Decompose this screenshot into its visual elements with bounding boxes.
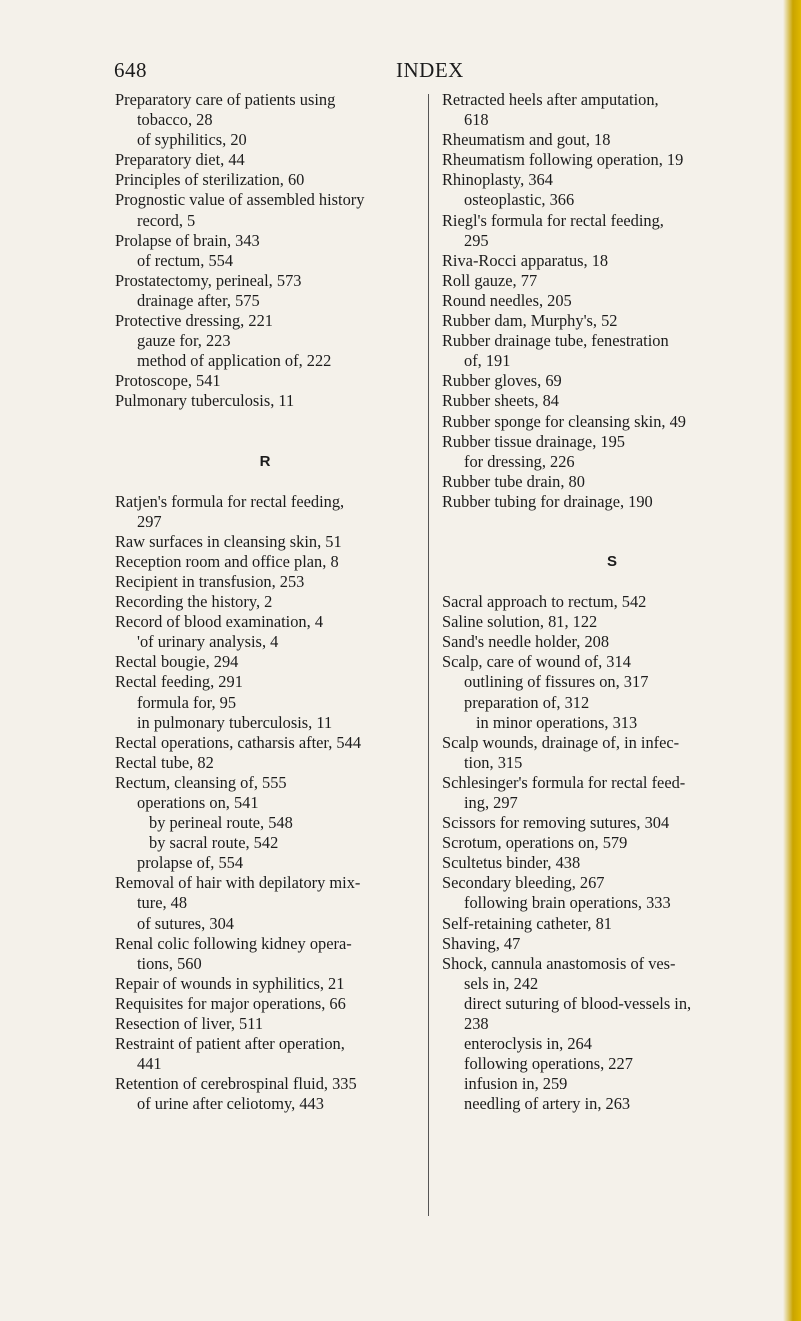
index-subentry: 297 <box>137 511 162 531</box>
index-subentry: needling of artery in, 263 <box>464 1094 631 1114</box>
index-entry: Scrotum, operations on, 579 <box>442 833 628 853</box>
index-entry: Scissors for removing sutures, 304 <box>442 813 670 833</box>
index-entry: Rubber tissue drainage, 195 <box>442 431 625 451</box>
index-entry: Repair of wounds in syphilitics, 21 <box>115 973 345 993</box>
index-entry: Retention of cerebrospinal fluid, 335 <box>115 1074 357 1094</box>
spacer <box>115 432 415 452</box>
index-subentry: drainage after, 575 <box>137 290 260 310</box>
index-subentry: following operations, 227 <box>464 1054 633 1074</box>
index-subentry: 238 <box>464 1014 489 1034</box>
index-entry: Self-retaining catheter, 81 <box>442 913 613 933</box>
index-entry: Rheumatism and gout, 18 <box>442 130 611 150</box>
index-entry: Restraint of patient after operation, <box>115 1034 345 1054</box>
index-subentry: of rectum, 554 <box>137 250 234 270</box>
index-subentry: of sutures, 304 <box>137 913 234 933</box>
index-entry: Recipient in transfusion, 253 <box>115 571 305 591</box>
index-subentry: record, 5 <box>137 210 196 230</box>
index-entry: Preparatory diet, 44 <box>115 150 245 170</box>
index-entry: Sacral approach to rectum, 542 <box>442 592 647 612</box>
index-subentry: preparation of, 312 <box>464 692 590 712</box>
index-subentry: operations on, 541 <box>137 793 259 812</box>
spacer <box>442 512 782 532</box>
index-entry: Riva-Rocci apparatus, 18 <box>442 250 609 270</box>
spacer <box>115 472 415 492</box>
index-entry: Rheumatism following operation, 19 <box>442 150 684 170</box>
index-entry: Secondary bleeding, 267 <box>442 873 605 893</box>
index-entry: Riegl's formula for rectal feeding, <box>442 210 664 230</box>
index-entry: Protective dressing, 221 <box>115 311 273 331</box>
index-entry: Rhinoplasty, 364 <box>442 170 553 190</box>
index-entry: Schlesinger's formula for rectal feed- <box>442 772 686 792</box>
index-subentry: 441 <box>137 1054 162 1074</box>
section-letter: R <box>259 452 271 470</box>
section-letter: S <box>606 552 617 570</box>
index-subentry: by perineal route, 548 <box>149 813 293 833</box>
index-entry: Prostatectomy, perineal, 573 <box>115 270 302 290</box>
index-subentry: method of application of, 222 <box>137 351 332 371</box>
page-header <box>0 58 801 88</box>
index-entry: Prognostic value of assembled history <box>115 190 365 210</box>
index-column-left <box>115 90 415 1115</box>
index-subentry: gauze for, 223 <box>137 331 231 351</box>
column-divider <box>428 94 429 1216</box>
index-subentry: sels in, 242 <box>464 973 539 993</box>
index-entry: Rubber sponge for cleansing skin, 49 <box>442 411 686 431</box>
index-subentry: outlining of fissures on, 317 <box>464 672 649 692</box>
index-entry: Ratjen's formula for rectal feeding, <box>115 491 345 511</box>
index-subentry: tion, 315 <box>464 752 523 772</box>
spacer <box>442 532 782 552</box>
index-entry: Scalp wounds, drainage of, in infec- <box>442 732 680 752</box>
index-subentry: ture, 48 <box>137 893 188 913</box>
index-subentry: enteroclysis in, 264 <box>464 1034 592 1054</box>
index-entry: Protoscope, 541 <box>115 371 221 391</box>
index-subentry: infusion in, 259 <box>464 1074 568 1094</box>
page-title: INDEX <box>396 58 464 82</box>
index-subentry: 295 <box>464 230 489 250</box>
index-entry: Pulmonary tuberculosis, 11 <box>115 391 295 411</box>
index-entry: Rubber dam, Murphy's, 52 <box>442 311 618 331</box>
index-subentry: ing, 297 <box>464 793 518 812</box>
index-entry: Removal of hair with depilatory mix- <box>115 873 361 893</box>
index-entry: Principles of sterilization, 60 <box>115 170 305 190</box>
index-subentry: formula for, 95 <box>137 692 237 712</box>
index-entry: Renal colic following kidney opera- <box>115 933 352 953</box>
index-subentry: tions, 560 <box>137 953 202 973</box>
index-subentry: tobacco, 28 <box>137 110 213 130</box>
index-subentry: 618 <box>464 110 489 130</box>
index-entry: Rubber tubing for drainage, 190 <box>442 491 653 511</box>
index-entry: Raw surfaces in cleansing skin, 51 <box>115 531 342 551</box>
index-subentry: direct suturing of blood-vessels in, <box>464 993 692 1013</box>
index-column-right <box>442 90 782 1115</box>
index-entry: Rubber tube drain, 80 <box>442 471 585 491</box>
index-entry: Prolapse of brain, 343 <box>115 230 260 250</box>
spacer <box>442 572 782 592</box>
index-entry: Sand's needle holder, 208 <box>442 632 610 652</box>
index-entry: Rectum, cleansing of, 555 <box>115 772 287 792</box>
index-entry: Round needles, 205 <box>442 290 572 310</box>
index-entry: Saline solution, 81, 122 <box>442 612 598 632</box>
index-entry: Roll gauze, 77 <box>442 270 538 290</box>
index-subentry: for dressing, 226 <box>464 451 575 471</box>
index-entry: Preparatory care of patients using <box>115 90 336 109</box>
index-entry: Rectal operations, catharsis after, 544 <box>115 732 362 752</box>
index-subentry: osteoplastic, 366 <box>464 190 575 210</box>
page-number: 648 <box>114 58 147 82</box>
index-entry: Requisites for major operations, 66 <box>115 993 346 1013</box>
index-entry: Shock, cannula anastomosis of ves- <box>442 953 676 973</box>
index-subentry: in minor operations, 313 <box>476 712 638 732</box>
index-entry: Scultetus binder, 438 <box>442 853 581 873</box>
index-subentry: prolapse of, 554 <box>137 853 244 873</box>
index-subentry: by sacral route, 542 <box>149 833 279 853</box>
index-entry: Rectal bougie, 294 <box>115 652 239 672</box>
index-entry: Reception room and office plan, 8 <box>115 551 339 571</box>
index-subentry: of, 191 <box>464 351 511 371</box>
index-subentry: of syphilitics, 20 <box>137 130 247 150</box>
index-entry: Resection of liver, 511 <box>115 1014 264 1034</box>
index-subentry: 'of urinary analysis, 4 <box>137 632 279 652</box>
index-entry: Shaving, 47 <box>442 933 521 953</box>
spacer <box>115 412 415 432</box>
index-entry: Rubber gloves, 69 <box>442 371 562 391</box>
index-entry: Retracted heels after amputation, <box>442 90 659 109</box>
index-subentry: following brain operations, 333 <box>464 893 671 913</box>
page-edge-decoration <box>783 0 801 1321</box>
index-subentry: of urine after celiotomy, 443 <box>137 1094 324 1114</box>
index-entry: Rectal feeding, 291 <box>115 672 243 692</box>
index-entry: Rubber drainage tube, fenestration <box>442 331 669 351</box>
index-entry: Rubber sheets, 84 <box>442 391 559 411</box>
index-entry: Scalp, care of wound of, 314 <box>442 652 631 672</box>
index-entry: Rectal tube, 82 <box>115 752 214 772</box>
index-subentry: in pulmonary tuberculosis, 11 <box>137 712 333 732</box>
index-entry: Recording the history, 2 <box>115 592 273 612</box>
index-entry: Record of blood examination, 4 <box>115 612 324 632</box>
